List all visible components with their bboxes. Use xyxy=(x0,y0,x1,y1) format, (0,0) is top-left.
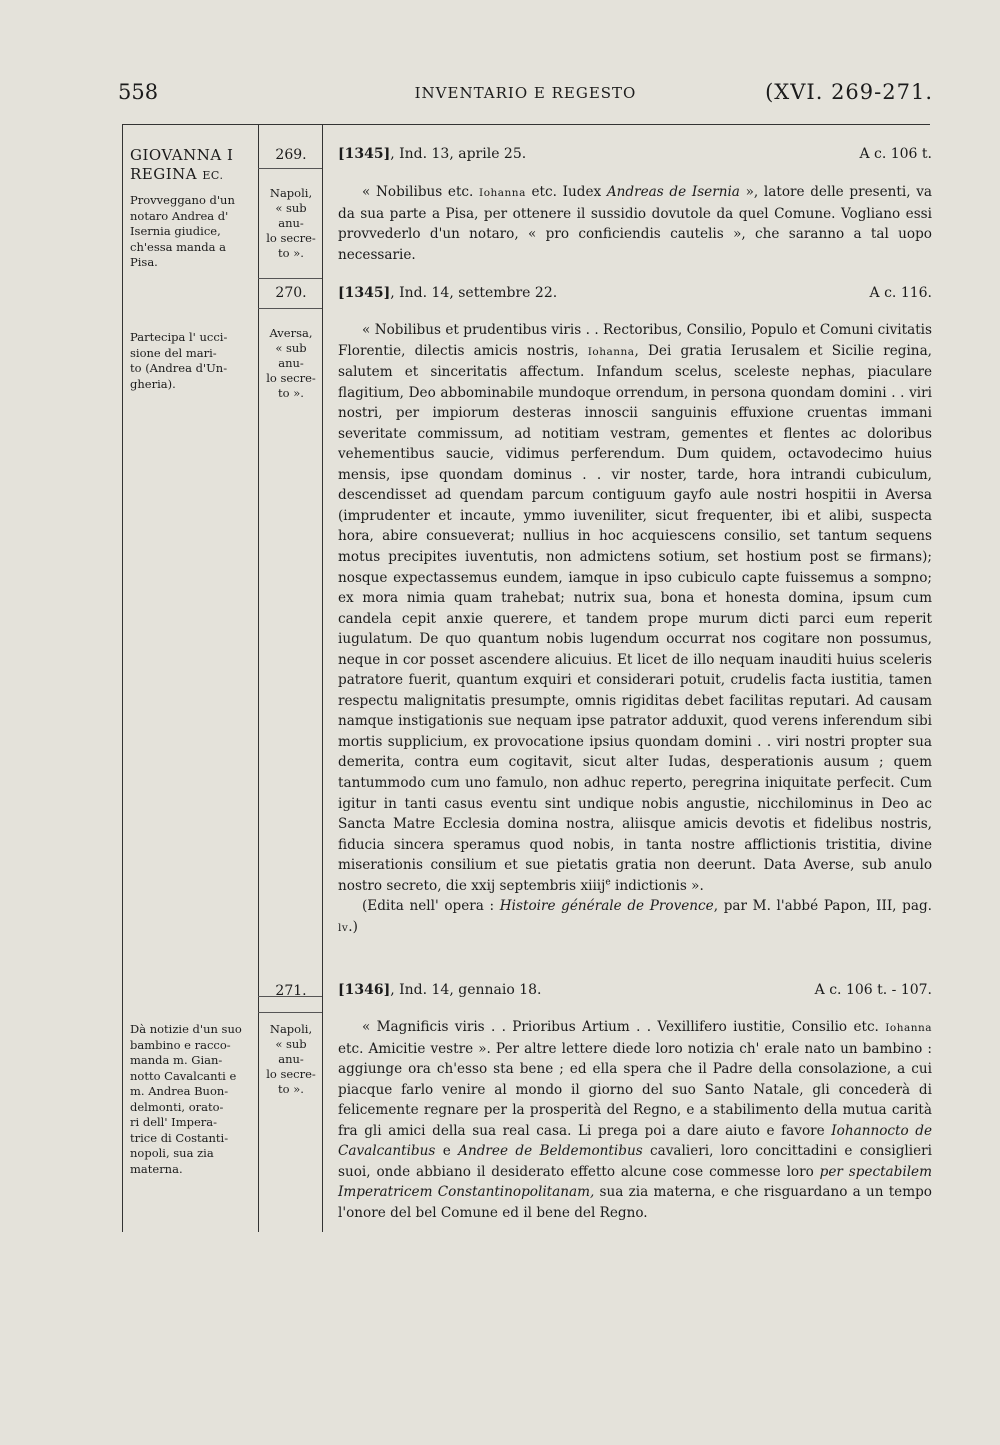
column-rule-right xyxy=(322,124,323,1232)
page-number: 558 xyxy=(118,80,159,104)
entry-271-date: , Ind. 14, gennaio 18. xyxy=(390,982,542,998)
entry-269-ref: A c. 106 t. xyxy=(859,146,932,162)
entry-270-date: , Ind. 14, settembre 22. xyxy=(390,285,558,301)
number-rule xyxy=(258,1012,322,1013)
entry-270-body: « Nobilibus et prudentibus viris . . Rectoribus, Consilio, Populo et Comuni civitatis Florentie, dilectis amicis nostris, Iohanna, Dei gratia Ierusalem et Sicilie regina, salutem et sinceritatis affectum. Infandum scelus, sceleste nephas, piaculare flagitium, Deo abbominabile mundoque orrendum, in persona quondam domini . . viri nostri, per impiorum desteras innoscii sanguinis effuxione cruentas immani severitate commissum, ad notitiam vestram, gementes et flentes ac doloribus vehementibus saucie, vidimus perferendum. Dum quidem, octavodecimo huius mensis, ipse quondam dominus . . vir noster, tarde, hora intrandi cubiculum, descendisset ad quendam parcum contiguum gayfo aule nostri hospitii in Aversa (imprudenter et incaute, ymmo iuveniliter, sicut frequenter, ibi et alibi, suspecta hora, abire consueverat; nullius in hoc acquiescens consilio, set tantum sequens motus precipites iuventutis, non admictens sotium, set hostium post se firmans); nosque expectassemus eundem, iamque in ipso cubiculo capte fuissemus a sompno; ex mora nimia quam trahebat; nutrix sua, bona et honesta domina, ipsum cum candela cepit anxie querere, et tandem prope murum dicti parci eum reperit iugulatum. De quo quantum nobis lugendum occurrat nos cogitare non possumus, neque in cor posset ascendere alicuius. Et licet de illo nequam inauditi huius sceleris patratore fuerit, quantum exquiri et considerari potuit, crudelis facta iustitia, tamen respectu malignitatis presumpte, omnis rigiditas debet facilitas reputari. Ad causam namque instigationis sue nequam ipse patrator adduxit, quod verens inferendum sibi mortis supplicium, ex provocatione ipsius quondam domini . . viri nostri propter sua demerita, contra eum cogitavit, sicut alter Iudas, desperationis ausum ; quem tantummodo cum uno famulo, non adhuc reperto, peregrina iniquitate perfecit. Cum igitur in tanti casus eventu sint undique nobis angustie, nicchilominus in Deo ac Sancta Matre Ecclesia domina nostra, aliisque amicis devotis et fidelibus nostris, fiducia sincera speramus quod nobis, in tanta nostre afflictionis tristitia, divine miserationis consilium et sue pietatis gratia non deerunt. Data Averse, sub anulo nostro secreto, die xxij septembris xiiij$^e$ indictionis ». (Edita nell' opera : Histoire générale de Provence, par M. l'abbé Papon, III, pag. lv.) xyxy=(338,320,932,938)
entry-271-number: 271. xyxy=(275,983,307,999)
number-rule xyxy=(258,278,322,279)
entry-269-place: Napoli, « sub anu- lo secre- to ». xyxy=(266,186,316,260)
entry-270-summary: Partecipa l' ucci- sione del mari- to (Andrea d'Un- gheria). xyxy=(130,330,228,391)
entry-269-year: [1345] xyxy=(338,146,391,162)
entry-270-year: [1345] xyxy=(338,285,391,301)
entry-269-number: 269. xyxy=(275,147,307,163)
entry-270-place: Aversa, « sub anu- lo secre- to ». xyxy=(266,326,316,400)
column-rule-middle xyxy=(258,124,259,1232)
column-rule-left xyxy=(122,124,123,1232)
entry-269-date: , Ind. 13, aprile 25. xyxy=(390,146,527,162)
table-top-rule xyxy=(122,124,930,125)
page-header xyxy=(118,80,933,110)
entry-271-place: Napoli, « sub anu- lo secre- to ». xyxy=(266,1022,316,1096)
entry-270-edition-note: (Edita nell' opera : Histoire générale de Provence, par M. l'abbé Papon, III, pag. lv.) xyxy=(338,898,932,935)
sovereign-name: GIOVANNA I xyxy=(130,146,234,164)
entry-269-body: « Nobilibus etc. Iohanna etc. Iudex Andreas de Isernia », latore delle presenti, va da sua parte a Pisa, per ottenere il sussidio dovutole da quel Comune. Vogliano essi provvederlo d'un notaro, « pro conficiendis cautelis », che saranno a tal uopo necessarie. xyxy=(338,184,932,263)
entry-270-number: 270. xyxy=(275,285,307,301)
entry-269-head xyxy=(338,146,932,166)
sovereign-heading xyxy=(130,146,254,185)
entry-269-summary: Provveggano d'un notaro Andrea d' Isernia giudice, ch'essa manda a Pisa. xyxy=(130,193,235,269)
running-title: INVENTARIO E REGESTO xyxy=(414,84,637,102)
number-rule xyxy=(258,308,322,309)
entry-271-body: « Magnificis viris . . Prioribus Artium . . Vexillifero iustitie, Consilio etc. Iohanna etc. Amicitie vestre ». Per altre lettere diede loro notizia ch' erale nato un bambino : aggiunge ora ch'esso sta bene ; ed ella spera che il Padre della consolazione, a cui piacque farlo venire al mondo il giorno del suo Santo Natale, gli concederà di felicemente regnare per la prosperità del Regno, e a stabilimento della mutua carità fra gli amici della sua real casa. Li prega poi a dare aiuto e favore Iohannocto de Cavalcantibus e Andree de Beldemontibus cavalieri, loro concittadini e consiglieri suoi, onde abbiano il desiderato effetto alcune cose commesse loro per spectabilem Imperatricem Constantinopolitanam, sua zia materna, e che risguardano a un tempo l'onore del bel Comune ed il bene del Regno. xyxy=(338,1019,933,1221)
entry-270-ref: A c. 116. xyxy=(869,285,932,301)
entry-271-year: [1346] xyxy=(338,982,391,998)
sovereign-title: REGINA EC. xyxy=(130,165,224,183)
entry-range: (XVI. 269-271. xyxy=(765,80,933,104)
entry-271-head xyxy=(338,982,932,1002)
entry-271-summary: Dà notizie d'un suo bambino e racco- manda m. Gian- notto Cavalcanti e m. Andrea Buon- delmonti, orato- ri dell' Impera- trice di Costanti- nopoli, sua zia materna. xyxy=(130,1022,242,1176)
entry-271-ref: A c. 106 t. - 107. xyxy=(814,982,932,998)
entry-270-head xyxy=(338,285,932,305)
number-rule xyxy=(258,168,322,169)
